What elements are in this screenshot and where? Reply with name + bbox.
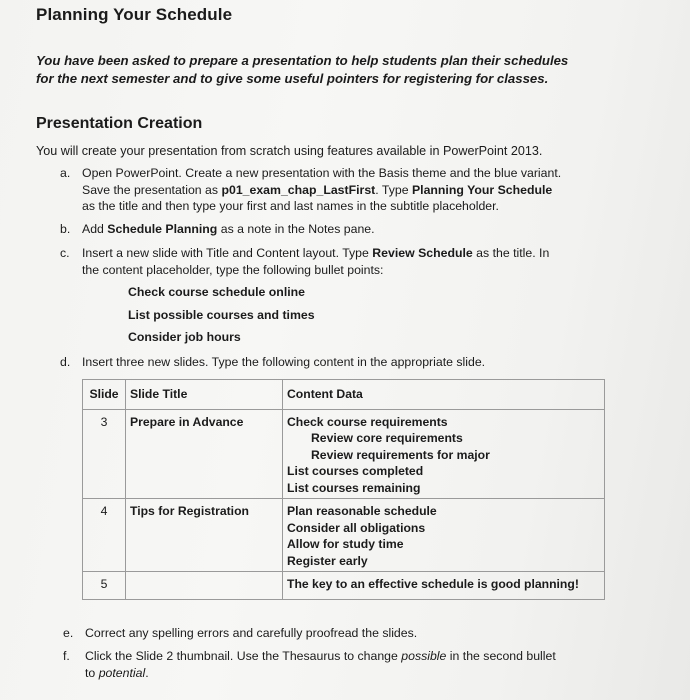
page-title: Planning Your Schedule bbox=[36, 5, 233, 24]
step-a-line-1: Open PowerPoint. Create a new presentation with the Basis theme and the blue variant. bbox=[82, 166, 562, 180]
step-c-line-2: the content placeholder, type the following bullet points: bbox=[82, 262, 384, 277]
title-text: Planning Your Schedule bbox=[411, 182, 553, 197]
content-line: The key to an effective schedule is good planning! bbox=[287, 577, 579, 591]
step-c-label: c. bbox=[60, 246, 70, 260]
header-slide: Slide bbox=[83, 380, 126, 410]
content-line: Review requirements for major bbox=[311, 447, 490, 462]
step-e-label: e. bbox=[63, 626, 74, 640]
section-lead: You will create your presentation from scratch using features available in PowerPoint 2013. bbox=[36, 144, 543, 158]
step-f-label: f. bbox=[63, 649, 70, 663]
content-line: Plan reasonable schedule bbox=[287, 504, 437, 518]
word-potential: potential bbox=[98, 665, 146, 680]
step-f-line-1: Click the Slide 2 thumbnail. Use the Thesaurus to change possible in the second bullet bbox=[85, 649, 556, 663]
step-b-line: Add Schedule Planning as a note in the Notes pane. bbox=[82, 222, 375, 236]
slide-number: 3 bbox=[83, 409, 126, 499]
content-line: Consider all obligations bbox=[287, 520, 426, 535]
table-row bbox=[83, 409, 605, 499]
section-heading: Presentation Creation bbox=[36, 115, 203, 132]
file-name: p01_exam_chap_LastFirst bbox=[221, 182, 376, 197]
table-row bbox=[83, 499, 605, 572]
word-possible: possible bbox=[401, 649, 447, 663]
content-line: Check course requirements bbox=[287, 414, 448, 429]
step-d-label: d. bbox=[60, 355, 71, 369]
content-line: Allow for study time bbox=[287, 537, 404, 551]
intro-line-2: for the next semester and to give some useful pointers for registering for classes. bbox=[36, 71, 549, 86]
intro-paragraph bbox=[36, 52, 636, 88]
bullet-point: Consider job hours bbox=[128, 330, 241, 344]
slide-number: 5 bbox=[83, 572, 126, 600]
header-slide-title: Slide Title bbox=[126, 380, 283, 410]
step-a-label: a. bbox=[60, 166, 71, 180]
content-line: Review core requirements bbox=[311, 431, 463, 445]
slide-title: Tips for Registration bbox=[126, 499, 283, 572]
table-row bbox=[83, 572, 605, 600]
step-a-line-2: Save the presentation as p01_exam_chap_LastFirst. Type Planning Your Schedule bbox=[82, 182, 553, 197]
content-data bbox=[283, 499, 605, 572]
step-b-label: b. bbox=[60, 222, 71, 236]
step-e-line: Correct any spelling errors and carefully proofread the slides. bbox=[85, 626, 418, 640]
content-data bbox=[283, 409, 605, 499]
content-line: Register early bbox=[287, 553, 368, 568]
step-d-line: Insert three new slides. Type the following content in the appropriate slide. bbox=[82, 355, 486, 369]
slide-number: 4 bbox=[83, 499, 126, 572]
content-line: List courses completed bbox=[287, 464, 424, 478]
slide-title-text: Review Schedule bbox=[372, 246, 473, 260]
slide-title: Prepare in Advance bbox=[126, 409, 283, 499]
slide-content-table bbox=[82, 379, 605, 600]
header-content-data: Content Data bbox=[283, 380, 605, 410]
step-c-line-1: Insert a new slide with Title and Content layout. Type Review Schedule as the title. In bbox=[82, 246, 550, 260]
note-text: Schedule Planning bbox=[107, 222, 218, 236]
content-data bbox=[283, 572, 605, 600]
table-header-row bbox=[83, 380, 605, 410]
step-f-line-2: to potential. bbox=[85, 665, 149, 680]
content-line: List courses remaining bbox=[287, 480, 421, 495]
intro-line-1: You have been asked to prepare a presentation to help students plan their schedules bbox=[36, 53, 569, 68]
slide-title bbox=[126, 572, 283, 600]
step-a-line-3: as the title and then type your first and last names in the subtitle placeholder. bbox=[82, 199, 499, 213]
bullet-point: Check course schedule online bbox=[128, 285, 305, 299]
bullet-point: List possible courses and times bbox=[128, 308, 315, 322]
